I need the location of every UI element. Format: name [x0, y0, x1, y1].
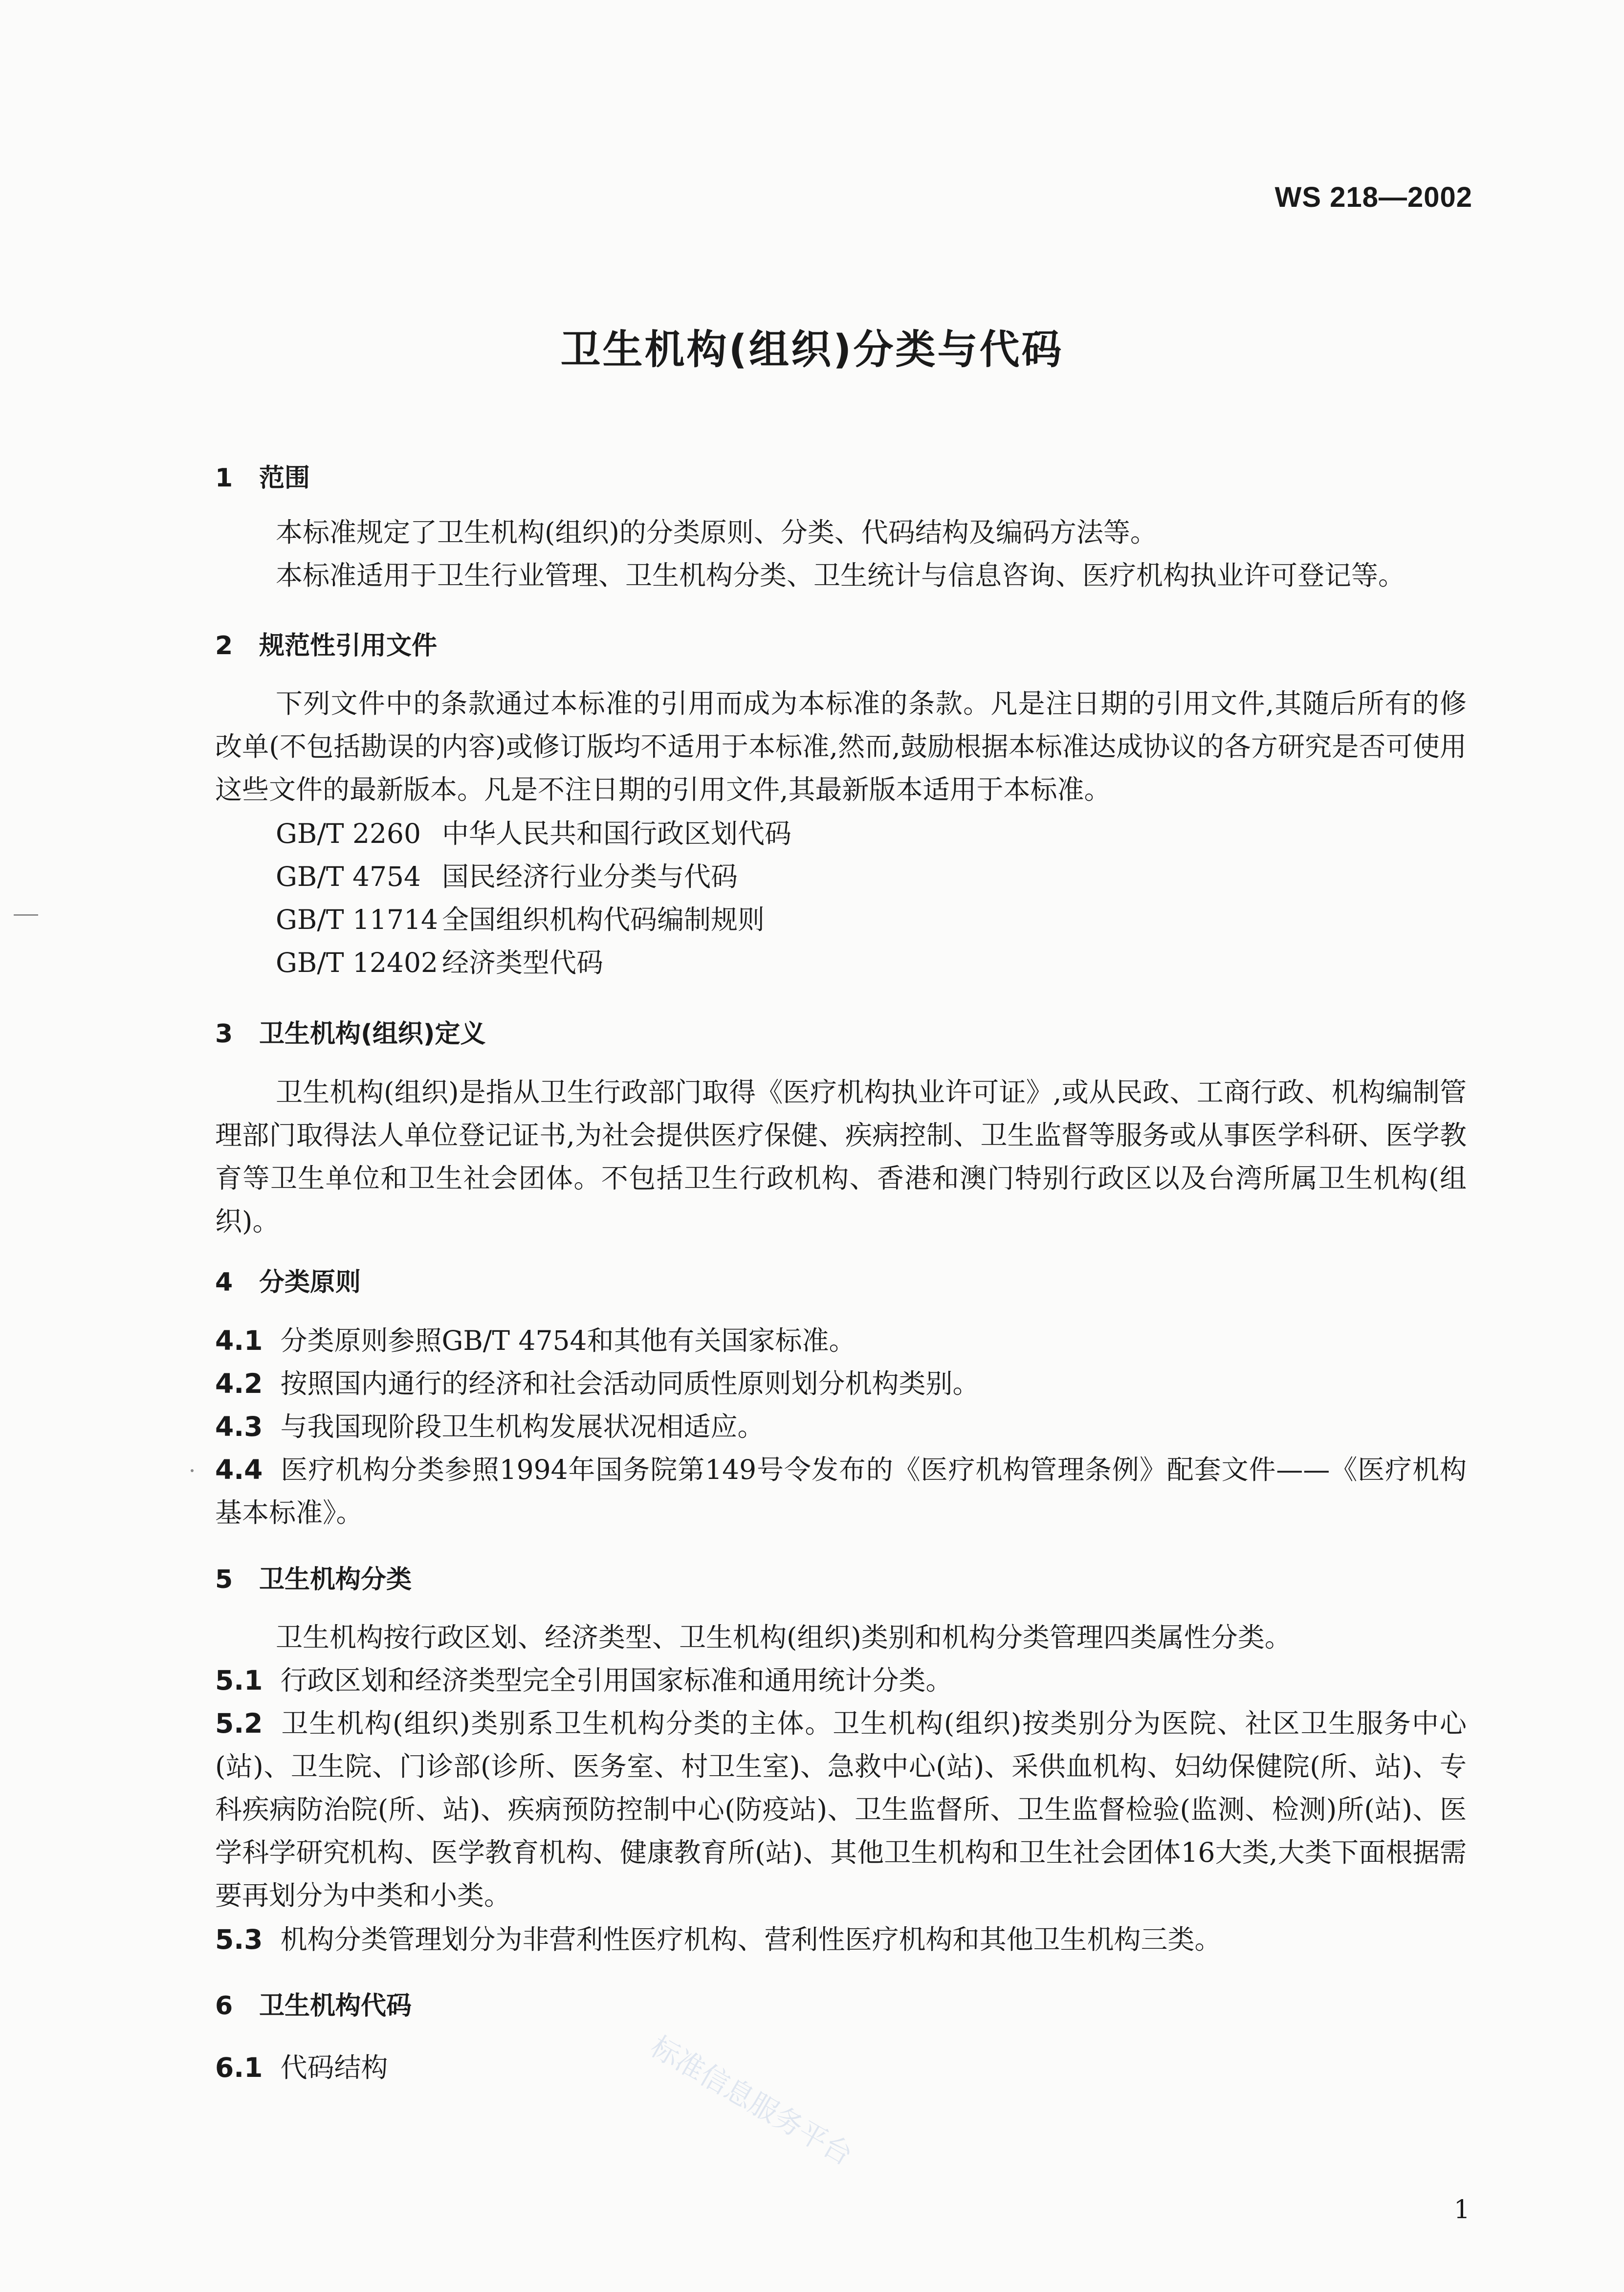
clause-5-1	[215, 1659, 1467, 1702]
section-number: 1	[215, 463, 233, 493]
clause-text: 按照国内通行的经济和社会活动同质性原则划分机构类别。	[280, 1368, 980, 1399]
scan-dot	[191, 1469, 194, 1472]
reference-name: 全国组织机构代码编制规则	[442, 904, 765, 935]
clause-number: 4.3	[215, 1411, 263, 1442]
clause-5-3	[215, 1918, 1467, 1961]
clause-6-1	[215, 2046, 1467, 2089]
clause-text: 代码结构	[280, 2052, 388, 2083]
clause-number: 5.3	[215, 1924, 263, 1955]
reference-code: GB/T 4754	[276, 861, 421, 892]
reference-code: GB/T 12402	[276, 947, 439, 978]
section-title: 卫生机构(组织)定义	[259, 1019, 486, 1049]
section-1-para-2: 本标准适用于卫生行业管理、卫生机构分类、卫生统计与信息咨询、医疗机构执业许可登记等。	[276, 560, 1405, 591]
clause-number: 5.2	[215, 1708, 263, 1739]
clause-number: 4.1	[215, 1325, 263, 1356]
section-title: 分类原则	[259, 1268, 361, 1297]
clause-number: 4.2	[215, 1368, 263, 1399]
section-title: 范围	[259, 463, 310, 493]
document-title: 卫生机构(组织)分类与代码	[560, 327, 1064, 373]
section-number: 4	[215, 1268, 233, 1297]
section-3-heading	[215, 1013, 486, 1050]
section-2-para: 下列文件中的条款通过本标准的引用而成为本标准的条款。凡是注日期的引用文件,其随后所有的修改单(不包括勘误的内容)或修订版均不适用于本标准,然而,鼓励根据本标准达成协议的各方研究是否可使用这些文件的最新版本。凡是不注日期的引用文件,其最新版本适用于本标准。	[215, 688, 1467, 805]
clause-number: 4.4	[215, 1454, 263, 1485]
section-1-para-1: 本标准规定了卫生机构(组织)的分类原则、分类、代码结构及编码方法等。	[276, 517, 1157, 548]
clause-text: 分类原则参照GB/T 4754和其他有关国家标准。	[280, 1325, 856, 1356]
clause-text: 机构分类管理划分为非营利性医疗机构、营利性医疗机构和其他卫生机构三类。	[280, 1924, 1222, 1955]
section-6-heading	[215, 1985, 412, 2022]
clause-number: 5.1	[215, 1665, 263, 1696]
clause-text: 行政区划和经济类型完全引用国家标准和通用统计分类。	[280, 1665, 953, 1696]
section-title: 规范性引用文件	[259, 631, 438, 661]
reference-item	[276, 855, 738, 898]
reference-code: GB/T 11714	[276, 904, 439, 935]
clause-4-2	[215, 1362, 1467, 1405]
reference-item	[276, 812, 791, 855]
section-1-heading	[215, 457, 310, 494]
standard-code: WS 218—2002	[1274, 181, 1472, 213]
clause-4-4	[215, 1448, 1467, 1534]
clause-4-1	[215, 1319, 1467, 1362]
watermark: 标准信息服务平台	[645, 2029, 858, 2172]
clause-5-2	[215, 1702, 1467, 1917]
clause-text: 与我国现阶段卫生机构发展状况相适应。	[280, 1411, 765, 1442]
section-4-heading	[215, 1261, 361, 1298]
section-2-heading	[215, 625, 437, 661]
section-title: 卫生机构代码	[259, 1991, 412, 2021]
reference-code: GB/T 2260	[276, 818, 421, 849]
page-number: 1	[1453, 2195, 1470, 2225]
section-5-para: 卫生机构按行政区划、经济类型、卫生机构(组织)类别和机构分类管理四类属性分类。	[276, 1622, 1292, 1653]
section-number: 2	[215, 631, 233, 661]
reference-item	[276, 898, 765, 941]
clause-text: 医疗机构分类参照1994年国务院第149号令发布的《医疗机构管理条例》配套文件——《医疗机构基本标准》。	[215, 1454, 1467, 1528]
binding-mark	[14, 914, 38, 916]
reference-name: 中华人民共和国行政区划代码	[442, 818, 792, 849]
section-number: 6	[215, 1991, 233, 2021]
reference-name: 经济类型代码	[442, 947, 604, 978]
section-title: 卫生机构分类	[259, 1565, 412, 1594]
section-3-para: 卫生机构(组织)是指从卫生行政部门取得《医疗机构执业许可证》,或从民政、工商行政、机构编制管理部门取得法人单位登记证书,为社会提供医疗保健、疾病控制、卫生监督等服务或从事医学科研、医学教育等卫生单位和卫生社会团体。不包括卫生行政机构、香港和澳门特别行政区以及台湾所属卫生机构(组织)。	[215, 1077, 1467, 1237]
section-number: 5	[215, 1565, 233, 1594]
section-number: 3	[215, 1019, 233, 1049]
reference-name: 国民经济行业分类与代码	[442, 861, 738, 892]
clause-number: 6.1	[215, 2052, 263, 2083]
section-5-heading	[215, 1559, 412, 1595]
clause-4-3	[215, 1405, 1467, 1448]
clause-text: 卫生机构(组织)类别系卫生机构分类的主体。卫生机构(组织)按类别分为医院、社区卫生服务中心(站)、卫生院、门诊部(诊所、医务室、村卫生室)、急救中心(站)、采供血机构、妇幼保健院(所、站)、专科疾病防治院(所、站)、疾病预防控制中心(防疫站)、卫生监督所、卫生监督检验(监测、检测)所(站)、医学科学研究机构、医学教育机构、健康教育所(站)、其他卫生机构和卫生社会团体16大类,大类下面根据需要再划分为中类和小类。	[215, 1708, 1467, 1911]
reference-item	[276, 941, 603, 984]
